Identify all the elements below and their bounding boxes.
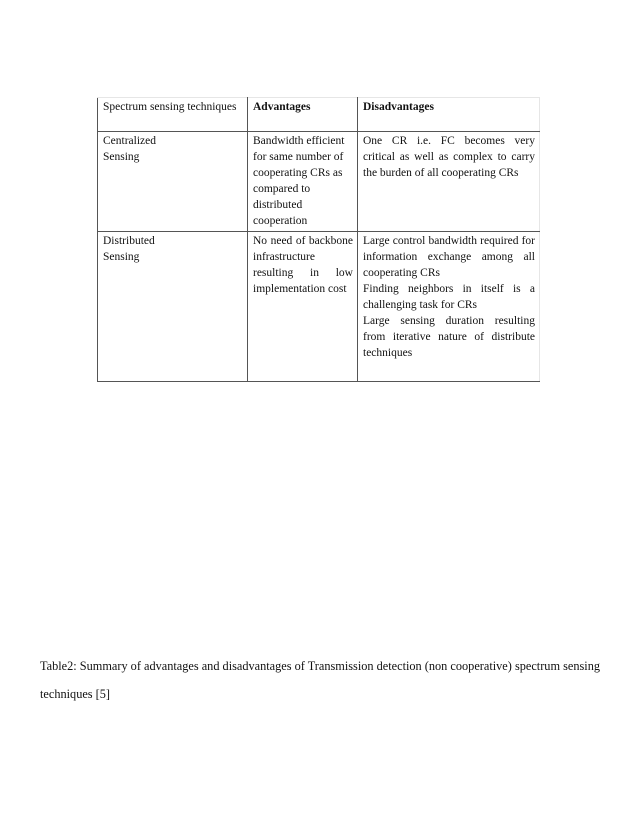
summary-table — [97, 97, 540, 382]
advantages-cell — [248, 232, 358, 382]
disadvantages-cell — [358, 232, 540, 382]
technique-name: Centralized Sensing — [103, 135, 157, 163]
advantages-text: Bandwidth efficient for same number of cooperating CRs as compared to distributed cooperation — [253, 135, 345, 227]
disadvantages-cell — [358, 132, 540, 232]
table-row — [98, 232, 540, 382]
table-header-row — [98, 98, 540, 132]
advantages-text: No need of backbone infrastructure resulting in low implementation cost — [253, 235, 353, 295]
advantages-cell — [248, 132, 358, 232]
table-caption: Table2: Summary of advantages and disadvantages of Transmission detection (non cooperative) spectrum sensing techniques [5] — [40, 659, 600, 701]
disadvantage-item: Finding neighbors in itself is a challenging task for CRs — [363, 283, 535, 311]
disadvantage-item: Large sensing duration resulting from iterative nature of distribute techniques — [363, 315, 535, 359]
technique-cell — [98, 232, 248, 382]
technique-name: Distributed Sensing — [103, 235, 155, 263]
header-disadvantages: Disadvantages — [358, 98, 540, 132]
disadvantage-item: One CR i.e. FC becomes very critical as well as complex to carry the burden of all cooperating CRs — [363, 135, 535, 179]
table-row — [98, 132, 540, 232]
header-advantages: Advantages — [248, 98, 358, 132]
technique-cell — [98, 132, 248, 232]
disadvantage-item: Large control bandwidth required for information exchange among all cooperating CRs — [363, 235, 535, 279]
header-technique: Spectrum sensing techniques — [98, 98, 248, 132]
